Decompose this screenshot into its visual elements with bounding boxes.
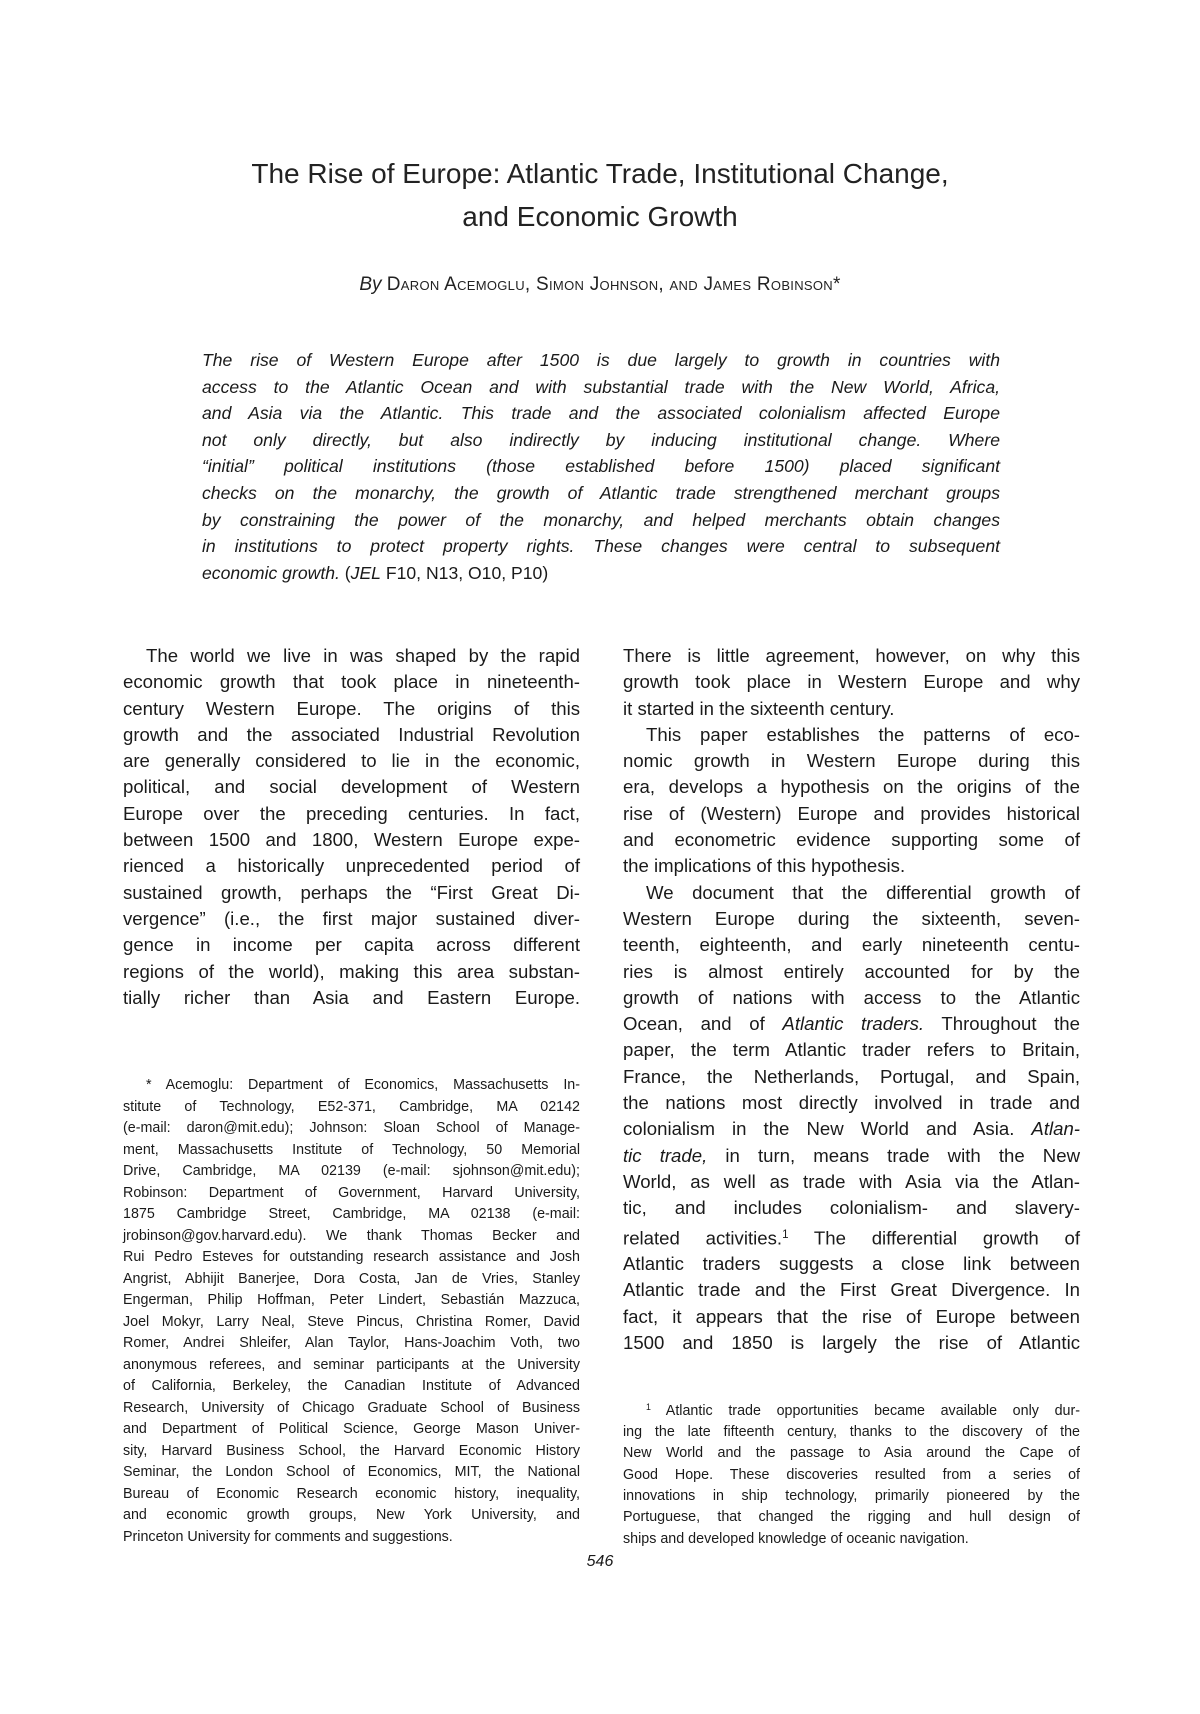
text-line: by constraining the power of the monarchy, and helped merchants obtain changes bbox=[202, 509, 1000, 530]
footnote-marker[interactable]: 1 bbox=[646, 1402, 651, 1412]
text-line: checks on the monarchy, the growth of Atlantic trade strengthened merchant groups bbox=[202, 482, 1000, 503]
byline-by: By bbox=[359, 274, 382, 295]
text-line: ries is almost entirely accounted for by the bbox=[623, 960, 1080, 982]
text-line: access to the Atlantic Ocean and with substantial trade with the New World, Africa, bbox=[202, 376, 1000, 397]
text-line: New World and the passage to Asia around the Cape of bbox=[623, 1445, 1080, 1462]
footnote-marker[interactable]: 1 bbox=[782, 1228, 789, 1241]
text-line: era, develops a hypothesis on the origins of the bbox=[623, 776, 1080, 798]
text-line: sustained growth, perhaps the “First Great Di- bbox=[123, 881, 580, 903]
text-line: Atlantic traders suggests a close link between bbox=[623, 1253, 1080, 1275]
text-line: The rise of Western Europe after 1500 is due largely to growth in countries with bbox=[202, 350, 1000, 370]
emphasis-text: tic trade, bbox=[623, 1144, 708, 1166]
text-line bbox=[623, 1222, 1080, 1252]
text-line: the nations most directly involved in trade and bbox=[623, 1092, 1080, 1114]
text-segment: Ocean, and of bbox=[623, 1013, 783, 1035]
text-segment: The differential growth of bbox=[788, 1226, 1080, 1248]
text-line: (e-mail: daron@mit.edu); Johnson: Sloan School of Manage- bbox=[123, 1120, 580, 1136]
emphasis-text: Atlan- bbox=[1031, 1118, 1080, 1140]
title-line-2: and Economic Growth bbox=[462, 201, 738, 232]
text-line: growth of nations with access to the Atlantic bbox=[623, 986, 1080, 1008]
abstract-last-text: economic growth. bbox=[202, 562, 340, 583]
text-line: 1875 Cambridge Street, Cambridge, MA 02138 (e-mail: bbox=[123, 1206, 580, 1222]
text-line: This paper establishes the patterns of eco- bbox=[646, 723, 1080, 745]
body-column-left bbox=[123, 643, 580, 1011]
text-line: ships and developed knowledge of oceanic navigation. bbox=[623, 1530, 969, 1547]
text-line: Drive, Cambridge, MA 02139 (e-mail: sjohnson@mit.edu); bbox=[123, 1163, 580, 1179]
text-line: vergence” (i.e., the first major sustained diver- bbox=[123, 907, 580, 929]
text-line: Research, University of Chicago Graduate School of Business bbox=[123, 1399, 580, 1416]
text-line: * Acemoglu: Department of Economics, Massachusetts In- bbox=[146, 1077, 580, 1093]
body-column-right bbox=[623, 643, 1080, 1356]
text-line: not only directly, but also indirectly by inducing institutional change. Where bbox=[202, 429, 1000, 450]
text-line: Bureau of Economic Research economic history, inequality, bbox=[123, 1485, 580, 1502]
text-line: Romer, Andrei Shleifer, Alan Taylor, Hans-Joachim Voth, two bbox=[123, 1335, 580, 1351]
text-line: Engerman, Philip Hoffman, Peter Lindert, Sebastián Mazzuca, bbox=[123, 1292, 580, 1308]
abstract-lines bbox=[202, 347, 1000, 560]
text-line bbox=[623, 1116, 1080, 1142]
emphasis-text: Atlantic traders. bbox=[782, 1013, 925, 1035]
text-line: regions of the world), making this area substan- bbox=[123, 960, 580, 982]
text-line: Joel Mokyr, Larry Neal, Steve Pincus, Christina Romer, David bbox=[123, 1313, 580, 1330]
text-line: of California, Berkeley, the Canadian Institute of Advanced bbox=[123, 1378, 580, 1394]
article-title bbox=[0, 152, 1200, 238]
text-line: Rui Pedro Esteves for outstanding research assistance and Josh bbox=[123, 1249, 580, 1265]
text-segment: colonialism in the New World and Asia. bbox=[623, 1118, 1032, 1140]
text-line: rienced a historically unprecedented period of bbox=[123, 855, 580, 877]
text-line: in institutions to protect property rights. These changes were central to subsequent bbox=[202, 536, 1000, 557]
text-line: are generally considered to lie in the economic, bbox=[123, 750, 580, 772]
text-segment: related activities. bbox=[623, 1226, 783, 1248]
text-line bbox=[623, 1397, 1080, 1422]
text-line: anonymous referees, and seminar participants at the University bbox=[123, 1356, 580, 1373]
byline-authors: Daron Acemoglu, Simon Johnson, and James Robinson* bbox=[386, 274, 841, 295]
text-line: Portuguese, that changed the rigging and hull design of bbox=[623, 1509, 1080, 1526]
text-line: paper, the term Atlantic trader refers to Britain, bbox=[623, 1039, 1080, 1061]
text-line: Seminar, the London School of Economics, MIT, the National bbox=[123, 1464, 580, 1480]
text-line: century Western Europe. The origins of this bbox=[123, 697, 580, 719]
text-line: Robinson: Department of Government, Harvard University, bbox=[123, 1184, 580, 1201]
text-line: ing the late fifteenth century, thanks to the discovery of the bbox=[623, 1424, 1080, 1441]
abstract bbox=[202, 347, 1000, 586]
text-line: the implications of this hypothesis. bbox=[623, 855, 906, 877]
text-line: There is little agreement, however, on why this bbox=[623, 645, 1080, 666]
text-line: tic, and includes colonialism- and slavery- bbox=[623, 1197, 1080, 1219]
text-line: innovations in ship technology, primarily pioneered by the bbox=[623, 1488, 1080, 1505]
text-segment: Throughout the bbox=[924, 1013, 1080, 1035]
text-line: jrobinson@gov.harvard.edu). We thank Thomas Becker and bbox=[123, 1227, 580, 1244]
author-byline bbox=[0, 274, 1200, 296]
jel-codes: F10, N13, O10, P10) bbox=[380, 562, 549, 583]
title-line-1: The Rise of Europe: Atlantic Trade, Institutional Change, bbox=[251, 158, 949, 189]
text-line: between 1500 and 1800, Western Europe expe- bbox=[123, 829, 580, 851]
text-line: political, and social development of Western bbox=[123, 776, 580, 798]
abstract-last-line bbox=[202, 560, 1000, 587]
page-number: 546 bbox=[586, 1553, 614, 1570]
text-line: nomic growth in Western Europe during this bbox=[623, 750, 1080, 772]
text-line: Western Europe during the sixteenth, seven- bbox=[623, 907, 1080, 929]
text-line: economic growth that took place in nineteenth- bbox=[123, 671, 580, 693]
text-line: sity, Harvard Business School, the Harvard Economic History bbox=[123, 1442, 580, 1459]
text-line: and economic growth groups, New York University, and bbox=[123, 1507, 580, 1523]
text-line: growth and the associated Industrial Revolution bbox=[123, 723, 580, 745]
text-line: rise of (Western) Europe and provides historical bbox=[623, 802, 1080, 824]
text-line: gence in income per capita across different bbox=[123, 934, 580, 956]
text-line: Atlantic trade and the First Great Divergence. In bbox=[623, 1279, 1080, 1301]
text-line bbox=[623, 1011, 1080, 1037]
text-line: fact, it appears that the rise of Europe between bbox=[623, 1305, 1080, 1327]
text-line: ment, Massachusetts Institute of Technology, 50 Memorial bbox=[123, 1141, 580, 1158]
text-line: 1500 and 1850 is largely the rise of Atlantic bbox=[623, 1332, 1080, 1354]
footnote-1 bbox=[623, 1397, 1080, 1550]
jel-open: ( bbox=[339, 562, 351, 583]
text-line: Princeton University for comments and suggestions. bbox=[123, 1528, 453, 1545]
text-line: The world we live in was shaped by the rapid bbox=[146, 645, 580, 666]
text-line: stitute of Technology, E52-371, Cambridge, MA 02142 bbox=[123, 1098, 580, 1115]
jel-label: JEL bbox=[350, 562, 381, 583]
text-line: We document that the differential growth of bbox=[646, 881, 1080, 903]
text-line: growth took place in Western Europe and why bbox=[623, 671, 1080, 693]
text-line: Angrist, Abhijit Banerjee, Dora Costa, Jan de Vries, Stanley bbox=[123, 1270, 580, 1287]
text-line: France, the Netherlands, Portugal, and Spain, bbox=[623, 1065, 1080, 1087]
text-line: “initial” political institutions (those established before 1500) placed significant bbox=[202, 456, 1000, 477]
text-line: tially richer than Asia and Eastern Europe. bbox=[123, 986, 580, 1008]
text-line: Europe over the preceding centuries. In fact, bbox=[123, 802, 580, 824]
text-line: World, as well as trade with Asia via the Atlan- bbox=[623, 1170, 1080, 1192]
text-line: and Department of Political Science, George Mason Univer- bbox=[123, 1421, 580, 1437]
author-footnote bbox=[123, 1075, 580, 1548]
text-line: and Asia via the Atlantic. This trade and the associated colonialism affected Europe bbox=[202, 403, 1000, 424]
text-line bbox=[623, 1143, 1080, 1169]
text-segment: in turn, means trade with the New bbox=[707, 1144, 1080, 1166]
text-line: and econometric evidence supporting some of bbox=[623, 829, 1080, 851]
text-line: it started in the sixteenth century. bbox=[623, 697, 895, 719]
text-line: Good Hope. These discoveries resulted from a series of bbox=[623, 1466, 1080, 1483]
text-segment: Atlantic trade opportunities became available only dur- bbox=[650, 1402, 1080, 1419]
text-line: teenth, eighteenth, and early nineteenth centu- bbox=[623, 934, 1080, 956]
